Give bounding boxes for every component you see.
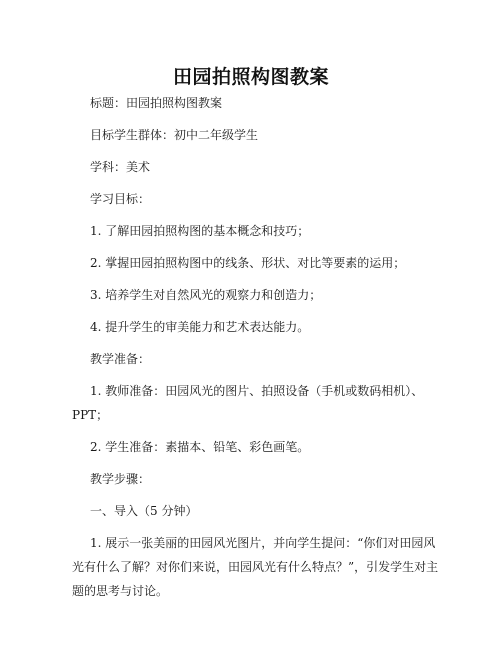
target-students-line: 目标学生群体：初中二年级学生	[90, 128, 259, 142]
learning-goals-heading: 学习目标：	[90, 192, 151, 206]
document-title: 田园拍照构图教案	[172, 66, 329, 88]
goal-item-3: 3. 培养学生对自然风光的观察力和创造力；	[90, 288, 322, 302]
preparation-item-1: 1. 教师准备：田园风光的图片、拍照设备（手机或数码相机）、	[90, 384, 424, 398]
subject-line: 学科：美术	[90, 160, 151, 174]
step-paragraph-line-2: 光有什么了解？对你们来说，田园风光有什么特点？”，引发学生对主	[72, 560, 439, 574]
preparation-heading: 教学准备：	[90, 352, 151, 366]
step-introduction-heading: 一、导入（5 分钟）	[90, 504, 198, 518]
teaching-steps-heading: 教学步骤：	[90, 472, 151, 486]
lesson-title-line: 标题：田园拍照构图教案	[90, 96, 223, 110]
goal-item-1: 1. 了解田园拍照构图的基本概念和技巧；	[90, 224, 310, 238]
step-paragraph-line-1: 1. 展示一张美丽的田园风光图片，并向学生提问：“你们对田园风	[90, 536, 436, 550]
preparation-item-1-continued: PPT；	[72, 408, 109, 422]
step-paragraph-line-3: 题的思考与讨论。	[72, 584, 169, 598]
preparation-item-2: 2. 学生准备：素描本、铅笔、彩色画笔。	[90, 440, 310, 454]
goal-item-2: 2. 掌握田园拍照构图中的线条、形状、对比等要素的运用；	[90, 256, 406, 270]
goal-item-4: 4. 提升学生的审美能力和艺术表达能力。	[90, 320, 310, 334]
